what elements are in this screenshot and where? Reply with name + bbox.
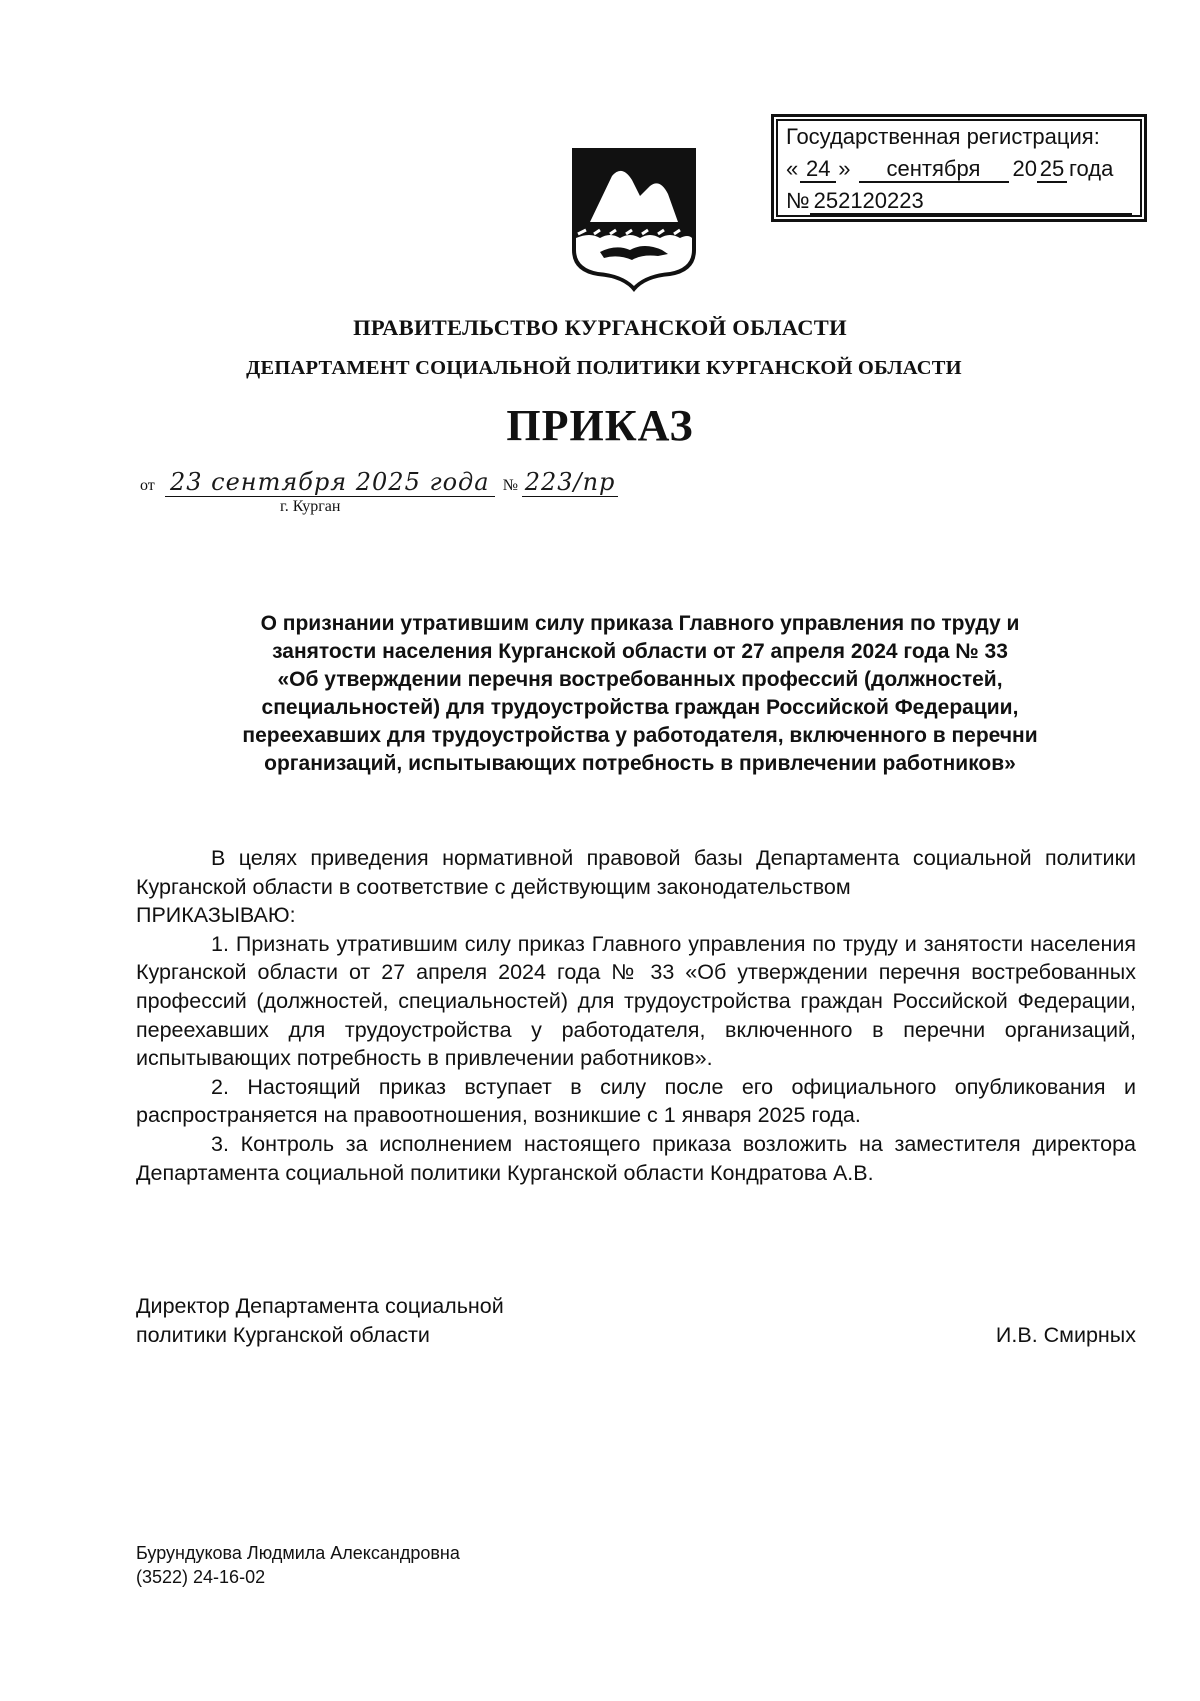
registration-year-suffix: 25 <box>1037 157 1067 183</box>
registration-month: сентября <box>859 157 1009 183</box>
registration-year-prefix: 20 <box>1012 156 1037 181</box>
executor-block <box>136 1541 460 1589</box>
registration-close-quote: » <box>838 156 851 181</box>
registration-number: 252120223 <box>810 189 1132 215</box>
number-label: № <box>502 477 519 494</box>
city: г. Курган <box>280 498 341 515</box>
registration-day: 24 <box>800 157 836 183</box>
date-number-row <box>140 468 660 502</box>
title-line: О признании утратившим силу приказа Главного управления по труду и <box>260 612 1020 635</box>
order-item-2: 2. Настоящий приказ вступает в силу после его официального опубликования и распространяется на правоотношения, возникшие с 1 января 2025 года. <box>136 1074 1136 1128</box>
title-line: организаций, испытывающих потребность в привлечении работников» <box>264 752 1016 775</box>
registration-number-label: № <box>786 188 810 213</box>
handwritten-number: 223/пр <box>522 468 618 497</box>
document-body <box>136 844 1136 1187</box>
executor-name: Бурундукова Людмила Александровна <box>136 1543 460 1563</box>
handwritten-date: 23 сентября 2025 года <box>165 468 495 497</box>
coat-of-arms-emblem <box>570 146 698 294</box>
registration-date-row <box>786 153 1134 185</box>
document-type: ПРИКАЗ <box>506 401 694 450</box>
registration-stamp <box>771 114 1147 222</box>
title-line: переехавших для трудоустройства у работодателя, включенного в перечни <box>242 724 1038 747</box>
executor-phone: (3522) 24-16-02 <box>136 1567 266 1587</box>
registration-open-quote: « <box>786 156 799 181</box>
order-item-3: 3. Контроль за исполнением настоящего приказа возложить на заместителя директора Департамента социальной политики Курганской области Кондратова А.В. <box>136 1131 1136 1185</box>
signer-name: И.В. Смирных <box>995 1322 1136 1347</box>
title-line: специальностей) для трудоустройства граждан Российской Федерации, <box>261 696 1019 719</box>
title-line: занятости населения Курганской области от 27 апреля 2024 года № 33 <box>272 640 1008 663</box>
department-name: ДЕПАРТАМЕНТ СОЦИАЛЬНОЙ ПОЛИТИКИ КУРГАНСКОЙ ОБЛАСТИ <box>246 357 962 379</box>
document-title <box>180 610 1100 778</box>
signer-position-line2: политики Курганской области <box>136 1322 430 1347</box>
preamble: В целях приведения нормативной правовой базы Департамента социальной политики Курганской области в соответствие с действующим законодательством <box>136 846 1136 899</box>
signer-position-line1: Директор Департамента социальной <box>136 1294 504 1318</box>
registration-year-word: года <box>1068 156 1114 181</box>
order-word: ПРИКАЗЫВАЮ: <box>136 903 296 928</box>
registration-title: Государственная регистрация: <box>786 124 1100 149</box>
order-item-1: 1. Признать утратившим силу приказ Главного управления по труду и занятости населения Курганской области от 27 апреля 2024 года № 33 «Об утверждении перечня востребованных профессий (должностей, специальностей) для трудоустройства граждан Российской Федерации, переехавших для трудоустройства у работодателя, включенного в перечни организаций, испытывающих потребность в привлечении работников». <box>136 931 1136 1071</box>
from-label: от <box>140 477 155 494</box>
signature-block <box>136 1292 1136 1349</box>
title-line: «Об утверждении перечня востребованных профессий (должностей, <box>277 668 1003 691</box>
registration-number-row <box>786 185 1134 217</box>
government-name: ПРАВИТЕЛЬСТВО КУРГАНСКОЙ ОБЛАСТИ <box>353 315 847 340</box>
